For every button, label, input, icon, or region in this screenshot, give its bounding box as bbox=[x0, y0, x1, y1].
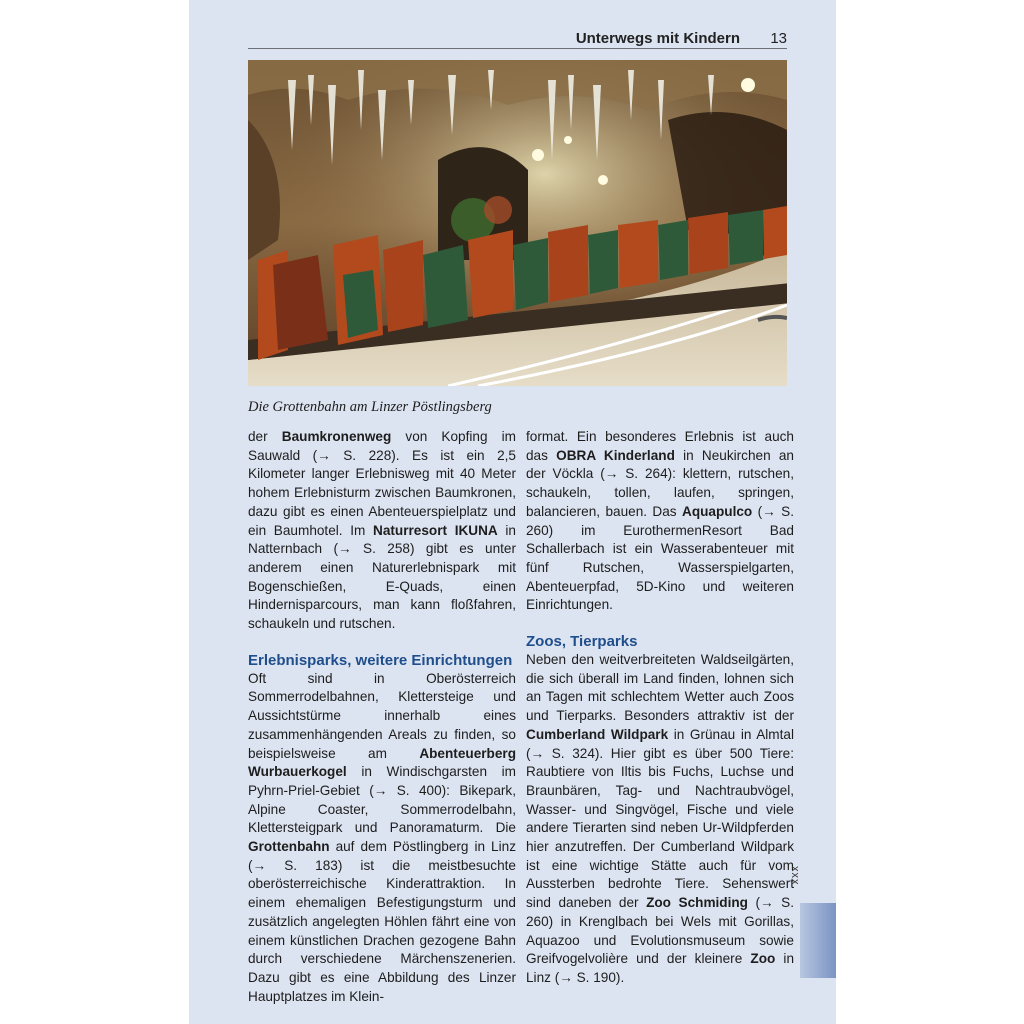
running-header bbox=[248, 26, 787, 49]
paragraph: der Baumkronenweg von Kopfing im Sauwald (→ S. 228). Es ist ein 2,5 Kilometer langer Erlebnisweg mit 40 Meter hohem Erlebnisturm zwischen Baumkronen, dazu gibt es einen Abenteuerspielplatz und ein Baumhotel. Im Naturresort IKUNA in Natternbach (→ S. 258) gibt es unter anderem einen Naturerlebnispark mit Bogenschießen, E-Quads, einen Hindernisparcours, man kann floßfahren, schaukeln und rutschen. bbox=[248, 429, 516, 632]
paragraph: format. Ein besonderes Erlebnis ist auch das OBRA Kinderland in Neukirchen an der Vöckla (→ S. 264): klettern, rutschen, schaukeln, tollen, laufen, springen, balancieren, bauen. Das Aquapulco (→ S. 260) im EurothermenResort Bad Schallerbach ist ein Wasserabenteuer mit fünf Rutschen, Wasserspielgarten, Abenteuerpfad, 5D-Kino und weiteren Einrichtungen. bbox=[526, 429, 794, 613]
photo-caption: Die Grottenbahn am Linzer Pöstlingsberg bbox=[248, 399, 492, 415]
book-page bbox=[189, 0, 836, 1024]
thumb-tab-label: xxx bbox=[789, 866, 801, 886]
bold-term: OBRA Kinderland bbox=[556, 447, 675, 463]
bold-term: Zoo bbox=[750, 951, 776, 967]
bold-term: Naturresort IKUNA bbox=[373, 522, 498, 538]
bold-term: Baumkronenweg bbox=[281, 429, 392, 444]
right-column bbox=[526, 428, 794, 988]
paragraph: Neben den weitverbreiteten Waldseilgärten, die sich überall im Land finden, lohnen sich an Tagen mit schlechtem Wetter auch Zoos und Tierparks. Besonders attraktiv ist der Cumberland Wildpark in Grünau in Almtal (→ S. 324). Hier gibt es über 500 Tiere: Raubtiere von Iltis bis Fuchs, Luchse und Braunbären, Tag- und Nachtraubvögel, Wasser- und Singvögel, Fische und viele andere Tierarten sind neben Ur-Wildpferden hier anzutreffen. Der Cumberland Wildpark ist eine wichtige Stätte auch für vom Aussterben bedrohte Tiere. Sehenswert sind daneben der Zoo Schmiding (→ S. 260) in Krenglbach bei Wels mit Gorillas, Aquazoo und Evolutionsmuseum sowie Greifvogelvolière und der kleinere Zoo in Linz (→ S. 190). bbox=[526, 652, 795, 985]
cave-train-illustration bbox=[248, 60, 787, 386]
bold-term: Grottenbahn bbox=[248, 839, 330, 855]
bold-term: Aquapulco bbox=[682, 503, 753, 519]
section-title: Unterwegs mit Kindern bbox=[575, 30, 740, 47]
grottenbahn-photo bbox=[248, 60, 787, 386]
bold-term: Cumberland Wildpark bbox=[526, 726, 669, 742]
paragraph: Oft sind in Oberösterreich Sommerrodelbahnen, Klettersteige und Aussichtstürme innerhalb eines zusammenhängenden Areals zu finden, so beispielsweise am Abenteuerberg Wurbauerkogel in Windischgarsten im Pyhrn-Priel-Gebiet (→ S. 400): Bikepark, Alpine Coaster, Sommerrodelbahn, Klettersteigpark und Panoramaturm. Die Grottenbahn auf dem Pöstlingberg in Linz (→ S. 183) ist die meistbesuchte oberösterreichische Kinderattraktion. In einem ehemaligen Befestigungsturm und zusätzlich angelegten Höhlen fährt eine von einem künstlichen Drachen gezogene Bahn durch verschiedene Märchenszenerien. Dazu gibt es eine Abbildung des Linzer Hauptplatzes im Klein- bbox=[248, 670, 516, 1004]
bold-term: Zoo Schmiding bbox=[646, 895, 748, 911]
left-column bbox=[248, 428, 516, 1006]
bold-term: Abenteuerberg Wurbauerkogel bbox=[248, 745, 516, 780]
section-heading: Zoos, Tierparks bbox=[526, 633, 638, 651]
chapter-thumb-tab bbox=[800, 903, 836, 978]
page-number: 13 bbox=[770, 30, 787, 47]
section-heading: Erlebnisparks, weitere Einrichtungen bbox=[248, 651, 513, 669]
